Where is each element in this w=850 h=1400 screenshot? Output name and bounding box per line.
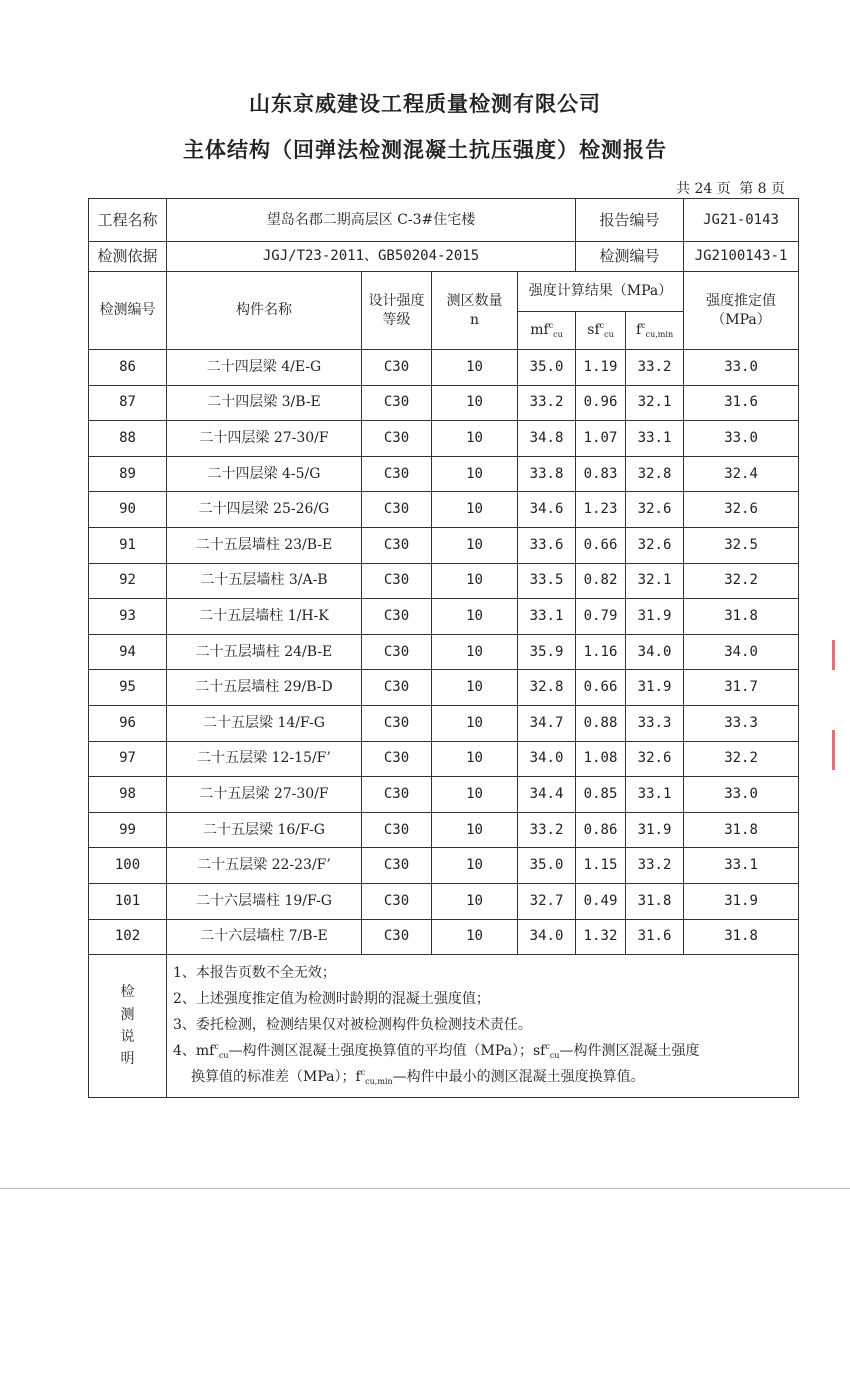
- row-name: 二十五层梁 22-23/F’: [167, 848, 362, 884]
- row-fmin: 33.2: [626, 350, 684, 386]
- row-count: 10: [432, 741, 518, 777]
- row-mf: 33.1: [518, 599, 576, 635]
- row-id: 98: [89, 777, 167, 813]
- report-title: 主体结构（回弹法检测混凝土抗压强度）检测报告: [183, 138, 667, 162]
- row-fmin: 31.8: [626, 883, 684, 919]
- report-table: [88, 198, 799, 1098]
- table-row: [89, 527, 799, 563]
- test-no-label: 检测编号: [576, 242, 684, 272]
- row-count: 10: [432, 777, 518, 813]
- basis-row: [89, 242, 799, 272]
- row-name: 二十五层墙柱 3/A-B: [167, 563, 362, 599]
- col-header-count: [432, 272, 518, 350]
- row-name: 二十五层梁 16/F-G: [167, 812, 362, 848]
- data-rows: [89, 350, 799, 955]
- col-header-calc: 强度计算结果（MPa）: [518, 272, 684, 312]
- row-sf: 0.88: [576, 705, 626, 741]
- row-sf: 1.08: [576, 741, 626, 777]
- row-id: 99: [89, 812, 167, 848]
- row-fmin: 33.1: [626, 777, 684, 813]
- row-id: 95: [89, 670, 167, 706]
- row-grade: C30: [362, 741, 432, 777]
- row-fmin: 32.6: [626, 492, 684, 528]
- row-fmin: 31.9: [626, 670, 684, 706]
- row-sf: 1.32: [576, 919, 626, 955]
- row-mf: 34.0: [518, 919, 576, 955]
- table-row: [89, 634, 799, 670]
- mf-symbol: mf: [530, 321, 549, 338]
- note-4b: —构件测区混凝土强度换算值的平均值（MPa）；sf: [228, 1043, 546, 1060]
- note-4-sub: cu: [218, 1051, 229, 1061]
- company-name: 山东京威建设工程质量检测有限公司: [249, 92, 601, 116]
- row-count: 10: [432, 350, 518, 386]
- row-name: 二十五层墙柱 1/H-K: [167, 599, 362, 635]
- edge-mark: [832, 730, 835, 770]
- col-header-sf: [576, 312, 626, 350]
- row-fmin: 31.9: [626, 812, 684, 848]
- col-header-fmin: [626, 312, 684, 350]
- row-mf: 35.9: [518, 634, 576, 670]
- project-label: 工程名称: [89, 199, 167, 242]
- note-4-sub2: cu: [549, 1051, 560, 1061]
- sf-symbol: sf: [587, 321, 600, 338]
- note-3: 3、委托检测，检测结果仅对被检测构件负检测技术责任。: [173, 1017, 532, 1034]
- row-sf: 0.85: [576, 777, 626, 813]
- row-fmin: 32.1: [626, 385, 684, 421]
- row-est: 31.8: [684, 812, 799, 848]
- page-info: [672, 178, 785, 198]
- row-grade: C30: [362, 919, 432, 955]
- row-est: 31.8: [684, 599, 799, 635]
- row-name: 二十五层墙柱 23/B-E: [167, 527, 362, 563]
- row-fmin: 31.9: [626, 599, 684, 635]
- report-no-value: JG21-0143: [684, 199, 799, 242]
- row-id: 101: [89, 883, 167, 919]
- note-5-sup: c: [360, 1067, 366, 1077]
- table-row: [89, 777, 799, 813]
- row-count: 10: [432, 385, 518, 421]
- note-5-sub: cu,min: [365, 1076, 393, 1086]
- row-grade: C30: [362, 670, 432, 706]
- row-grade: C30: [362, 456, 432, 492]
- row-sf: 0.96: [576, 385, 626, 421]
- row-mf: 33.5: [518, 563, 576, 599]
- row-grade: C30: [362, 421, 432, 457]
- row-fmin: 32.6: [626, 527, 684, 563]
- mf-sup: c: [548, 320, 554, 330]
- row-count: 10: [432, 812, 518, 848]
- row-est: 33.1: [684, 848, 799, 884]
- table-row: [89, 385, 799, 421]
- row-name: 二十四层梁 4-5/G: [167, 456, 362, 492]
- note-5a: 换算值的标准差（MPa）；f: [191, 1068, 361, 1085]
- row-mf: 32.7: [518, 883, 576, 919]
- row-sf: 0.83: [576, 456, 626, 492]
- table-row: [89, 599, 799, 635]
- row-count: 10: [432, 634, 518, 670]
- sf-sub: cu: [604, 329, 614, 339]
- col-header-count-label: 测区数量: [446, 292, 503, 309]
- row-id: 90: [89, 492, 167, 528]
- row-mf: 32.8: [518, 670, 576, 706]
- mf-sub: cu: [553, 329, 563, 339]
- row-mf: 34.4: [518, 777, 576, 813]
- row-count: 10: [432, 670, 518, 706]
- row-est: 31.9: [684, 883, 799, 919]
- note-5: [173, 1065, 792, 1091]
- note-4c: —构件测区混凝土强度: [559, 1043, 700, 1060]
- project-row: [89, 199, 799, 242]
- table-row: [89, 705, 799, 741]
- row-fmin: 34.0: [626, 634, 684, 670]
- table-row: [89, 670, 799, 706]
- row-mf: 34.8: [518, 421, 576, 457]
- row-grade: C30: [362, 527, 432, 563]
- row-id: 102: [89, 919, 167, 955]
- table-row: [89, 812, 799, 848]
- row-mf: 35.0: [518, 848, 576, 884]
- header-row-1: [89, 272, 799, 312]
- row-name: 二十五层墙柱 24/B-E: [167, 634, 362, 670]
- row-fmin: 32.8: [626, 456, 684, 492]
- row-id: 100: [89, 848, 167, 884]
- row-mf: 34.0: [518, 741, 576, 777]
- basis-value: JGJ/T23-2011、GB50204-2015: [167, 242, 576, 272]
- row-sf: 0.66: [576, 670, 626, 706]
- row-grade: C30: [362, 492, 432, 528]
- row-count: 10: [432, 705, 518, 741]
- row-count: 10: [432, 421, 518, 457]
- row-sf: 1.15: [576, 848, 626, 884]
- notes-label-text: [91, 981, 164, 1071]
- table-row: [89, 492, 799, 528]
- row-sf: 1.16: [576, 634, 626, 670]
- notes-label-char: 测: [120, 1006, 135, 1023]
- row-id: 94: [89, 634, 167, 670]
- row-count: 10: [432, 919, 518, 955]
- row-est: 33.0: [684, 350, 799, 386]
- note-1: 1、本报告页数不全无效；: [173, 965, 336, 982]
- project-value: 望岛名郡二期高层区 C-3#住宅楼: [167, 199, 576, 242]
- row-est: 33.0: [684, 421, 799, 457]
- row-fmin: 33.3: [626, 705, 684, 741]
- row-count: 10: [432, 527, 518, 563]
- row-sf: 1.19: [576, 350, 626, 386]
- row-sf: 0.79: [576, 599, 626, 635]
- table-row: [89, 456, 799, 492]
- row-name: 二十六层墙柱 19/F-G: [167, 883, 362, 919]
- test-no-value: JG2100143-1: [684, 242, 799, 272]
- row-name: 二十五层墙柱 29/B-D: [167, 670, 362, 706]
- row-grade: C30: [362, 812, 432, 848]
- row-mf: 34.6: [518, 492, 576, 528]
- row-id: 89: [89, 456, 167, 492]
- row-mf: 35.0: [518, 350, 576, 386]
- row-est: 33.3: [684, 705, 799, 741]
- basis-label: 检测依据: [89, 242, 167, 272]
- notes-content: [167, 955, 799, 1098]
- row-id: 86: [89, 350, 167, 386]
- notes-label-char: 检: [120, 984, 135, 1001]
- col-header-id: 检测编号: [89, 272, 167, 350]
- row-est: 32.2: [684, 741, 799, 777]
- row-est: 33.0: [684, 777, 799, 813]
- col-header-name: 构件名称: [167, 272, 362, 350]
- row-name: 二十四层梁 4/E-G: [167, 350, 362, 386]
- table-row: [89, 919, 799, 955]
- row-id: 88: [89, 421, 167, 457]
- row-sf: 0.86: [576, 812, 626, 848]
- row-grade: C30: [362, 634, 432, 670]
- row-fmin: 33.2: [626, 848, 684, 884]
- row-name: 二十五层梁 27-30/F: [167, 777, 362, 813]
- table-row: [89, 563, 799, 599]
- row-mf: 33.2: [518, 812, 576, 848]
- row-sf: 1.23: [576, 492, 626, 528]
- report-no-label: 报告编号: [576, 199, 684, 242]
- note-4-sup: c: [214, 1042, 219, 1052]
- row-count: 10: [432, 492, 518, 528]
- row-name: 二十六层墙柱 7/B-E: [167, 919, 362, 955]
- row-id: 93: [89, 599, 167, 635]
- row-count: 10: [432, 456, 518, 492]
- row-grade: C30: [362, 848, 432, 884]
- row-sf: 1.07: [576, 421, 626, 457]
- row-est: 32.5: [684, 527, 799, 563]
- row-est: 32.6: [684, 492, 799, 528]
- row-sf: 0.66: [576, 527, 626, 563]
- row-mf: 34.7: [518, 705, 576, 741]
- col-header-mf: [518, 312, 576, 350]
- row-mf: 33.6: [518, 527, 576, 563]
- table-row: [89, 848, 799, 884]
- col-header-count-n: n: [469, 311, 480, 328]
- sf-sup: c: [599, 320, 605, 330]
- row-count: 10: [432, 599, 518, 635]
- row-grade: C30: [362, 563, 432, 599]
- row-est: 31.8: [684, 919, 799, 955]
- row-count: 10: [432, 563, 518, 599]
- row-fmin: 32.6: [626, 741, 684, 777]
- total-pages: 共 24 页: [676, 181, 731, 197]
- row-name: 二十四层梁 25-26/G: [167, 492, 362, 528]
- table-row: [89, 741, 799, 777]
- row-mf: 33.8: [518, 456, 576, 492]
- row-fmin: 33.1: [626, 421, 684, 457]
- fmin-sup: c: [641, 320, 646, 330]
- notes-row: [89, 955, 799, 1098]
- row-id: 96: [89, 705, 167, 741]
- col-header-est: 强度推定值（MPa）: [684, 272, 799, 350]
- row-grade: C30: [362, 350, 432, 386]
- row-count: 10: [432, 883, 518, 919]
- edge-mark: [832, 640, 835, 670]
- row-est: 32.2: [684, 563, 799, 599]
- table-row: [89, 883, 799, 919]
- row-count: 10: [432, 848, 518, 884]
- row-grade: C30: [362, 705, 432, 741]
- fmin-symbol: f: [635, 321, 642, 338]
- row-grade: C30: [362, 385, 432, 421]
- notes-label-char: 明: [120, 1051, 135, 1068]
- table-row: [89, 350, 799, 386]
- note-4-sup2: c: [545, 1042, 550, 1052]
- row-fmin: 32.1: [626, 563, 684, 599]
- note-5b: —构件中最小的测区混凝土强度换算值。: [392, 1068, 645, 1085]
- row-grade: C30: [362, 883, 432, 919]
- page-number: 第 8 页: [739, 181, 785, 197]
- row-name: 二十四层梁 27-30/F: [167, 421, 362, 457]
- row-grade: C30: [362, 599, 432, 635]
- notes-label-char: 说: [120, 1029, 135, 1046]
- notes-label: [89, 955, 167, 1098]
- fmin-sub: cu,min: [645, 329, 674, 339]
- row-est: 32.4: [684, 456, 799, 492]
- row-name: 二十五层梁 14/F-G: [167, 705, 362, 741]
- row-name: 二十四层梁 3/B-E: [167, 385, 362, 421]
- row-est: 34.0: [684, 634, 799, 670]
- row-id: 97: [89, 741, 167, 777]
- row-id: 87: [89, 385, 167, 421]
- row-name: 二十五层梁 12-15/F’: [167, 741, 362, 777]
- row-id: 92: [89, 563, 167, 599]
- row-fmin: 31.6: [626, 919, 684, 955]
- note-2: 2、上述强度推定值为检测时龄期的混凝土强度值；: [173, 991, 490, 1008]
- scan-line: [0, 1188, 850, 1189]
- row-est: 31.7: [684, 670, 799, 706]
- table-row: [89, 421, 799, 457]
- row-sf: 0.49: [576, 883, 626, 919]
- note-4: [173, 1039, 792, 1065]
- row-sf: 0.82: [576, 563, 626, 599]
- row-grade: C30: [362, 777, 432, 813]
- note-4a: 4、mf: [173, 1043, 215, 1060]
- row-est: 31.6: [684, 385, 799, 421]
- col-header-grade: 设计强度等级: [362, 272, 432, 350]
- row-id: 91: [89, 527, 167, 563]
- row-mf: 33.2: [518, 385, 576, 421]
